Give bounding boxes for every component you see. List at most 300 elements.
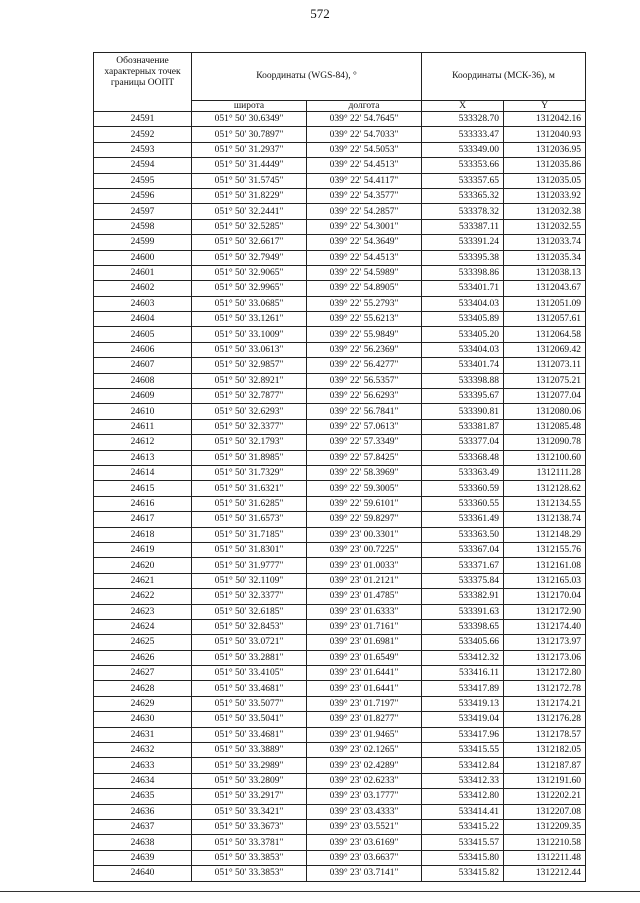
longitude-cell: 039° 23' 03.5521" — [307, 819, 422, 834]
header-latitude: широта — [192, 101, 307, 112]
longitude-cell: 039° 23' 01.2121" — [307, 573, 422, 588]
x-cell: 533378.32 — [422, 204, 504, 219]
longitude-cell: 039° 22' 54.4513" — [307, 250, 422, 265]
latitude-cell: 051° 50' 31.7185" — [192, 527, 307, 542]
longitude-cell: 039° 23' 01.8277" — [307, 712, 422, 727]
longitude-cell: 039° 23' 01.6441" — [307, 666, 422, 681]
latitude-cell: 051° 50' 32.6185" — [192, 604, 307, 619]
latitude-cell: 051° 50' 32.9965" — [192, 281, 307, 296]
header-y: Y — [504, 101, 586, 112]
y-cell: 1312170.04 — [504, 589, 586, 604]
latitude-cell: 051° 50' 31.2937" — [192, 142, 307, 157]
point-id-cell: 24640 — [94, 866, 192, 881]
point-id-cell: 24592 — [94, 127, 192, 142]
point-id-cell: 24600 — [94, 250, 192, 265]
x-cell: 533391.24 — [422, 235, 504, 250]
point-id-cell: 24612 — [94, 435, 192, 450]
table-row — [94, 219, 586, 234]
header-msk36: Координаты (МСК-36), м — [422, 53, 586, 101]
y-cell: 1312036.95 — [504, 142, 586, 157]
x-cell: 533367.04 — [422, 542, 504, 557]
longitude-cell: 039° 22' 59.6101" — [307, 496, 422, 511]
longitude-cell: 039° 23' 01.4785" — [307, 589, 422, 604]
x-cell: 533415.22 — [422, 819, 504, 834]
x-cell: 533377.04 — [422, 435, 504, 450]
point-id-cell: 24602 — [94, 281, 192, 296]
x-cell: 533368.48 — [422, 450, 504, 465]
point-id-cell: 24636 — [94, 804, 192, 819]
x-cell: 533416.11 — [422, 666, 504, 681]
latitude-cell: 051° 50' 31.6573" — [192, 512, 307, 527]
y-cell: 1312128.62 — [504, 481, 586, 496]
table-row — [94, 188, 586, 203]
point-id-cell: 24603 — [94, 296, 192, 311]
y-cell: 1312032.38 — [504, 204, 586, 219]
x-cell: 533412.84 — [422, 758, 504, 773]
latitude-cell: 051° 50' 31.8301" — [192, 542, 307, 557]
table-row — [94, 604, 586, 619]
point-id-cell: 24635 — [94, 789, 192, 804]
latitude-cell: 051° 50' 32.6617" — [192, 235, 307, 250]
y-cell: 1312210.58 — [504, 835, 586, 850]
longitude-cell: 039° 22' 56.5357" — [307, 373, 422, 388]
x-cell: 533333.47 — [422, 127, 504, 142]
x-cell: 533417.89 — [422, 681, 504, 696]
y-cell: 1312033.74 — [504, 235, 586, 250]
table-row — [94, 850, 586, 865]
table-row — [94, 866, 586, 881]
latitude-cell: 051° 50' 33.2809" — [192, 773, 307, 788]
x-cell: 533398.88 — [422, 373, 504, 388]
y-cell: 1312057.61 — [504, 312, 586, 327]
x-cell: 533419.04 — [422, 712, 504, 727]
x-cell: 533412.80 — [422, 789, 504, 804]
y-cell: 1312040.93 — [504, 127, 586, 142]
point-id-cell: 24626 — [94, 650, 192, 665]
y-cell: 1312172.78 — [504, 681, 586, 696]
table-row — [94, 312, 586, 327]
latitude-cell: 051° 50' 33.5077" — [192, 696, 307, 711]
y-cell: 1312043.67 — [504, 281, 586, 296]
latitude-cell: 051° 50' 33.4105" — [192, 666, 307, 681]
point-id-cell: 24621 — [94, 573, 192, 588]
point-id-cell: 24617 — [94, 512, 192, 527]
y-cell: 1312202.21 — [504, 789, 586, 804]
table-row — [94, 358, 586, 373]
longitude-cell: 039° 23' 03.6169" — [307, 835, 422, 850]
longitude-cell: 039° 23' 03.1777" — [307, 789, 422, 804]
latitude-cell: 051° 50' 32.9065" — [192, 265, 307, 280]
table-row — [94, 435, 586, 450]
longitude-cell: 039° 22' 55.6213" — [307, 312, 422, 327]
latitude-cell: 051° 50' 31.7329" — [192, 465, 307, 480]
table-row — [94, 789, 586, 804]
y-cell: 1312033.92 — [504, 188, 586, 203]
longitude-cell: 039° 22' 57.3349" — [307, 435, 422, 450]
table-row — [94, 204, 586, 219]
latitude-cell: 051° 50' 31.6321" — [192, 481, 307, 496]
table-row — [94, 666, 586, 681]
table-row — [94, 158, 586, 173]
latitude-cell: 051° 50' 32.9857" — [192, 358, 307, 373]
table-row — [94, 481, 586, 496]
table-row — [94, 296, 586, 311]
x-cell: 533415.82 — [422, 866, 504, 881]
x-cell: 533412.32 — [422, 650, 504, 665]
y-cell: 1312178.57 — [504, 727, 586, 742]
longitude-cell: 039° 22' 56.6293" — [307, 389, 422, 404]
y-cell: 1312035.34 — [504, 250, 586, 265]
latitude-cell: 051° 50' 33.3421" — [192, 804, 307, 819]
longitude-cell: 039° 23' 03.4333" — [307, 804, 422, 819]
point-id-cell: 24616 — [94, 496, 192, 511]
latitude-cell: 051° 50' 32.1109" — [192, 573, 307, 588]
x-cell: 533353.66 — [422, 158, 504, 173]
table-row — [94, 373, 586, 388]
table-body — [94, 112, 586, 882]
latitude-cell: 051° 50' 33.4681" — [192, 681, 307, 696]
y-cell: 1312155.76 — [504, 542, 586, 557]
point-id-cell: 24597 — [94, 204, 192, 219]
table-row — [94, 281, 586, 296]
longitude-cell: 039° 22' 58.3969" — [307, 465, 422, 480]
y-cell: 1312173.06 — [504, 650, 586, 665]
point-id-cell: 24628 — [94, 681, 192, 696]
y-cell: 1312073.11 — [504, 358, 586, 373]
y-cell: 1312085.48 — [504, 419, 586, 434]
point-id-cell: 24627 — [94, 666, 192, 681]
longitude-cell: 039° 22' 59.8297" — [307, 512, 422, 527]
latitude-cell: 051° 50' 32.8921" — [192, 373, 307, 388]
point-id-cell: 24632 — [94, 743, 192, 758]
point-id-cell: 24637 — [94, 819, 192, 834]
longitude-cell: 039° 23' 03.6637" — [307, 850, 422, 865]
point-id-cell: 24601 — [94, 265, 192, 280]
point-id-cell: 24599 — [94, 235, 192, 250]
longitude-cell: 039° 22' 54.3001" — [307, 219, 422, 234]
y-cell: 1312038.13 — [504, 265, 586, 280]
y-cell: 1312111.28 — [504, 465, 586, 480]
point-id-cell: 24639 — [94, 850, 192, 865]
longitude-cell: 039° 22' 55.9849" — [307, 327, 422, 342]
longitude-cell: 039° 22' 54.4117" — [307, 173, 422, 188]
latitude-cell: 051° 50' 33.0613" — [192, 342, 307, 357]
point-id-cell: 24619 — [94, 542, 192, 557]
longitude-cell: 039° 22' 54.5053" — [307, 142, 422, 157]
x-cell: 533365.32 — [422, 188, 504, 203]
y-cell: 1312211.48 — [504, 850, 586, 865]
y-cell: 1312172.90 — [504, 604, 586, 619]
y-cell: 1312165.03 — [504, 573, 586, 588]
table-row — [94, 450, 586, 465]
point-id-cell: 24598 — [94, 219, 192, 234]
longitude-cell: 039° 23' 02.1265" — [307, 743, 422, 758]
x-cell: 533328.70 — [422, 112, 504, 127]
latitude-cell: 051° 50' 32.6293" — [192, 404, 307, 419]
longitude-cell: 039° 23' 01.0033" — [307, 558, 422, 573]
longitude-cell: 039° 23' 01.6441" — [307, 681, 422, 696]
header-row-main — [94, 53, 586, 101]
table-row — [94, 773, 586, 788]
latitude-cell: 051° 50' 32.2441" — [192, 204, 307, 219]
x-cell: 533398.86 — [422, 265, 504, 280]
point-id-cell: 24615 — [94, 481, 192, 496]
longitude-cell: 039° 22' 54.3577" — [307, 188, 422, 203]
table-row — [94, 496, 586, 511]
table-row — [94, 173, 586, 188]
x-cell: 533404.03 — [422, 342, 504, 357]
latitude-cell: 051° 50' 30.7897" — [192, 127, 307, 142]
table-row — [94, 465, 586, 480]
longitude-cell: 039° 23' 00.7225" — [307, 542, 422, 557]
x-cell: 533363.49 — [422, 465, 504, 480]
point-id-cell: 24611 — [94, 419, 192, 434]
table-row — [94, 127, 586, 142]
latitude-cell: 051° 50' 32.5285" — [192, 219, 307, 234]
latitude-cell: 051° 50' 31.8985" — [192, 450, 307, 465]
x-cell: 533360.59 — [422, 481, 504, 496]
table-row — [94, 342, 586, 357]
latitude-cell: 051° 50' 33.2917" — [192, 789, 307, 804]
x-cell: 533405.20 — [422, 327, 504, 342]
table-row — [94, 819, 586, 834]
longitude-cell: 039° 23' 01.7197" — [307, 696, 422, 711]
longitude-cell: 039° 23' 00.3301" — [307, 527, 422, 542]
x-cell: 533387.11 — [422, 219, 504, 234]
latitude-cell: 051° 50' 32.3377" — [192, 419, 307, 434]
y-cell: 1312207.08 — [504, 804, 586, 819]
y-cell: 1312174.21 — [504, 696, 586, 711]
table-row — [94, 419, 586, 434]
table-row — [94, 650, 586, 665]
point-id-cell: 24609 — [94, 389, 192, 404]
y-cell: 1312077.04 — [504, 389, 586, 404]
latitude-cell: 051° 50' 33.1009" — [192, 327, 307, 342]
table-row — [94, 743, 586, 758]
x-cell: 533395.67 — [422, 389, 504, 404]
y-cell: 1312090.78 — [504, 435, 586, 450]
point-id-cell: 24638 — [94, 835, 192, 850]
table-row — [94, 696, 586, 711]
longitude-cell: 039° 22' 54.4513" — [307, 158, 422, 173]
x-cell: 533361.49 — [422, 512, 504, 527]
point-id-cell: 24593 — [94, 142, 192, 157]
point-id-cell: 24620 — [94, 558, 192, 573]
header-point-id: Обозначение характерных точек границы ООПТ — [94, 53, 192, 112]
y-cell: 1312212.44 — [504, 866, 586, 881]
point-id-cell: 24624 — [94, 619, 192, 634]
latitude-cell: 051° 50' 33.3889" — [192, 743, 307, 758]
point-id-cell: 24595 — [94, 173, 192, 188]
x-cell: 533349.00 — [422, 142, 504, 157]
table-row — [94, 804, 586, 819]
table-row — [94, 235, 586, 250]
x-cell: 533363.50 — [422, 527, 504, 542]
point-id-cell: 24610 — [94, 404, 192, 419]
y-cell: 1312035.86 — [504, 158, 586, 173]
point-id-cell: 24625 — [94, 635, 192, 650]
latitude-cell: 051° 50' 31.8229" — [192, 188, 307, 203]
longitude-cell: 039° 22' 59.3005" — [307, 481, 422, 496]
y-cell: 1312138.74 — [504, 512, 586, 527]
y-cell: 1312187.87 — [504, 758, 586, 773]
y-cell: 1312174.40 — [504, 619, 586, 634]
table-row — [94, 389, 586, 404]
x-cell: 533412.33 — [422, 773, 504, 788]
table-row — [94, 542, 586, 557]
y-cell: 1312051.09 — [504, 296, 586, 311]
table-row — [94, 527, 586, 542]
latitude-cell: 051° 50' 32.7877" — [192, 389, 307, 404]
x-cell: 533404.03 — [422, 296, 504, 311]
latitude-cell: 051° 50' 32.1793" — [192, 435, 307, 450]
y-cell: 1312182.05 — [504, 743, 586, 758]
table-row — [94, 727, 586, 742]
y-cell: 1312172.80 — [504, 666, 586, 681]
y-cell: 1312064.58 — [504, 327, 586, 342]
latitude-cell: 051° 50' 33.3781" — [192, 835, 307, 850]
longitude-cell: 039° 23' 01.7161" — [307, 619, 422, 634]
latitude-cell: 051° 50' 33.2881" — [192, 650, 307, 665]
longitude-cell: 039° 23' 01.6981" — [307, 635, 422, 650]
point-id-cell: 24605 — [94, 327, 192, 342]
latitude-cell: 051° 50' 33.3853" — [192, 850, 307, 865]
point-id-cell: 24591 — [94, 112, 192, 127]
longitude-cell: 039° 23' 02.6233" — [307, 773, 422, 788]
latitude-cell: 051° 50' 32.8453" — [192, 619, 307, 634]
table-row — [94, 589, 586, 604]
latitude-cell: 051° 50' 33.5041" — [192, 712, 307, 727]
point-id-cell: 24623 — [94, 604, 192, 619]
y-cell: 1312191.60 — [504, 773, 586, 788]
header-x: X — [422, 101, 504, 112]
point-id-cell: 24614 — [94, 465, 192, 480]
longitude-cell: 039° 22' 54.7033" — [307, 127, 422, 142]
point-id-cell: 24594 — [94, 158, 192, 173]
header-longitude: долгота — [307, 101, 422, 112]
latitude-cell: 051° 50' 33.0685" — [192, 296, 307, 311]
table-row — [94, 265, 586, 280]
point-id-cell: 24607 — [94, 358, 192, 373]
point-id-cell: 24630 — [94, 712, 192, 727]
x-cell: 533390.81 — [422, 404, 504, 419]
latitude-cell: 051° 50' 33.3853" — [192, 866, 307, 881]
latitude-cell: 051° 50' 30.6349" — [192, 112, 307, 127]
latitude-cell: 051° 50' 33.1261" — [192, 312, 307, 327]
y-cell: 1312209.35 — [504, 819, 586, 834]
table-row — [94, 758, 586, 773]
longitude-cell: 039° 22' 54.3649" — [307, 235, 422, 250]
longitude-cell: 039° 22' 56.4277" — [307, 358, 422, 373]
x-cell: 533391.63 — [422, 604, 504, 619]
y-cell: 1312173.97 — [504, 635, 586, 650]
table-row — [94, 619, 586, 634]
latitude-cell: 051° 50' 31.6285" — [192, 496, 307, 511]
latitude-cell: 051° 50' 31.5745" — [192, 173, 307, 188]
latitude-cell: 051° 50' 33.3673" — [192, 819, 307, 834]
table-row — [94, 250, 586, 265]
x-cell: 533415.80 — [422, 850, 504, 865]
latitude-cell: 051° 50' 33.4681" — [192, 727, 307, 742]
table-row — [94, 712, 586, 727]
longitude-cell: 039° 22' 55.2793" — [307, 296, 422, 311]
point-id-cell: 24634 — [94, 773, 192, 788]
x-cell: 533375.84 — [422, 573, 504, 588]
page-number: 572 — [310, 6, 330, 21]
point-id-cell: 24633 — [94, 758, 192, 773]
longitude-cell: 039° 23' 01.6333" — [307, 604, 422, 619]
y-cell: 1312176.28 — [504, 712, 586, 727]
longitude-cell: 039° 22' 56.2369" — [307, 342, 422, 357]
point-id-cell: 24596 — [94, 188, 192, 203]
latitude-cell: 051° 50' 32.3377" — [192, 589, 307, 604]
latitude-cell: 051° 50' 32.7949" — [192, 250, 307, 265]
table-row — [94, 558, 586, 573]
table-row — [94, 404, 586, 419]
longitude-cell: 039° 22' 57.8425" — [307, 450, 422, 465]
point-id-cell: 24631 — [94, 727, 192, 742]
table-row — [94, 327, 586, 342]
y-cell: 1312069.42 — [504, 342, 586, 357]
table-row — [94, 635, 586, 650]
longitude-cell: 039° 22' 54.2857" — [307, 204, 422, 219]
x-cell: 533405.66 — [422, 635, 504, 650]
header-wgs84: Координаты (WGS-84), ° — [192, 53, 422, 101]
x-cell: 533415.55 — [422, 743, 504, 758]
latitude-cell: 051° 50' 33.0721" — [192, 635, 307, 650]
coordinates-table — [93, 52, 586, 882]
x-cell: 533371.67 — [422, 558, 504, 573]
x-cell: 533357.65 — [422, 173, 504, 188]
x-cell: 533419.13 — [422, 696, 504, 711]
latitude-cell: 051° 50' 33.2989" — [192, 758, 307, 773]
x-cell: 533395.38 — [422, 250, 504, 265]
longitude-cell: 039° 23' 03.7141" — [307, 866, 422, 881]
x-cell: 533382.91 — [422, 589, 504, 604]
longitude-cell: 039° 22' 54.8905" — [307, 281, 422, 296]
y-cell: 1312035.05 — [504, 173, 586, 188]
latitude-cell: 051° 50' 31.4449" — [192, 158, 307, 173]
longitude-cell: 039° 22' 54.5989" — [307, 265, 422, 280]
x-cell: 533398.65 — [422, 619, 504, 634]
x-cell: 533401.71 — [422, 281, 504, 296]
table-row — [94, 681, 586, 696]
x-cell: 533381.87 — [422, 419, 504, 434]
point-id-cell: 24622 — [94, 589, 192, 604]
y-cell: 1312042.16 — [504, 112, 586, 127]
x-cell: 533405.89 — [422, 312, 504, 327]
longitude-cell: 039° 22' 57.0613" — [307, 419, 422, 434]
x-cell: 533414.41 — [422, 804, 504, 819]
table-row — [94, 142, 586, 157]
table-row — [94, 512, 586, 527]
table-row — [94, 573, 586, 588]
point-id-cell: 24613 — [94, 450, 192, 465]
bottom-divider — [0, 891, 640, 892]
y-cell: 1312032.55 — [504, 219, 586, 234]
y-cell: 1312080.06 — [504, 404, 586, 419]
longitude-cell: 039° 23' 02.4289" — [307, 758, 422, 773]
point-id-cell: 24604 — [94, 312, 192, 327]
longitude-cell: 039° 22' 56.7841" — [307, 404, 422, 419]
y-cell: 1312134.55 — [504, 496, 586, 511]
x-cell: 533415.57 — [422, 835, 504, 850]
x-cell: 533417.96 — [422, 727, 504, 742]
longitude-cell: 039° 23' 01.9465" — [307, 727, 422, 742]
y-cell: 1312148.29 — [504, 527, 586, 542]
y-cell: 1312161.08 — [504, 558, 586, 573]
longitude-cell: 039° 23' 01.6549" — [307, 650, 422, 665]
